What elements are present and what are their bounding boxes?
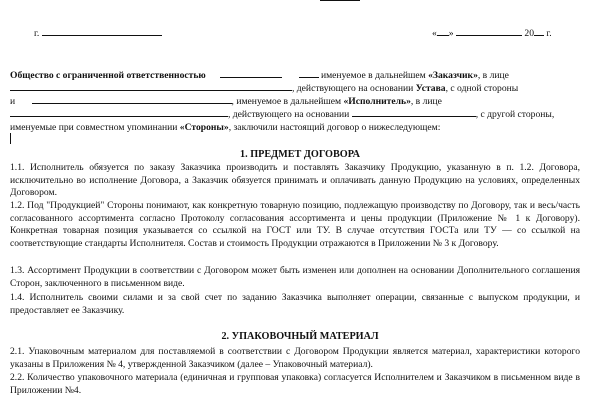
acting-on-basis-2: , действующего на основании <box>228 109 350 120</box>
joint-prefix: именуемые при совместном упоминании <box>10 122 178 133</box>
org-name: Общество с ограниченной ответственностью <box>10 70 206 81</box>
customer-label: «Заказчик» <box>428 70 478 81</box>
clause-1-4: 1.4. Исполнитель своими силами и за свой счет по заданию Заказчика выполняет операции, связанные с выпуском продукции, и предоставляет ее Заказчику. <box>10 292 580 316</box>
parties-line-3 <box>10 96 580 109</box>
other-side: , с другой стороны, <box>475 109 555 120</box>
parties-line-5 <box>10 122 580 135</box>
text-cursor <box>10 133 11 144</box>
joint-suffix: , заключили настоящий договор о нижеследующем: <box>228 122 441 133</box>
org-name-blank <box>220 77 282 78</box>
date-suffix: г. <box>546 28 552 39</box>
top-fragment-line <box>320 0 360 1</box>
city-row <box>34 28 162 41</box>
executor-label: «Исполнитель» <box>343 96 411 107</box>
rep-blank-2 <box>10 116 228 117</box>
date-open: « <box>432 28 437 39</box>
city-prefix: г. <box>34 28 40 39</box>
named-hereafter-1: именуемое в дальнейшем <box>320 70 426 81</box>
rep-blank-1 <box>10 90 292 91</box>
in-person-2: , в лице <box>410 96 442 107</box>
date-row <box>432 28 552 41</box>
clause-2-2: 2.2. Количество упаковочного материала (единичная и групповая упаковка) согласуется Исполнителем и Заказчиком в письменном виде в Приложении №4. <box>10 372 580 396</box>
date-year: 20 <box>524 28 534 39</box>
section-1-title: 1. ПРЕДМЕТ ДОГОВОРА <box>240 149 360 160</box>
clause-2-1: 2.1. Упаковочным материалом для поставляемой в соответствии с Договором Продукции является материал, характеристики которого указаны в Приложения № 4, утвержденной Заказчиком (далее – Упаковочный материал). <box>10 346 580 370</box>
parties-line-4 <box>10 109 580 122</box>
executor-blank <box>32 103 232 104</box>
org-blank-2 <box>299 77 319 78</box>
named-hereafter-2: , именуемое в дальнейшем <box>231 96 342 107</box>
parties-line-2 <box>10 83 580 96</box>
one-side: , с одной стороны <box>445 83 519 94</box>
city-blank <box>42 35 162 36</box>
basis-blank <box>352 116 476 117</box>
charter: Устава <box>415 83 446 94</box>
date-month-blank <box>456 35 522 36</box>
clause-1-2: 1.2. Под "Продукцией" Стороны понимают, как конкретную товарную позицию, подлежащую производству по Договору, так и весь/часть согласованного ассортимента согласно Протоколу согласования ассортимента и цены продукции (Приложение № 1 к Договору). Конкретная товарная позиция указывается со ссылкой на ГОСТ или ТУ. В случае отсутствия ГОСТа или ТУ — со ссылкой на соответствующие стандарты Исполнителя. Состав и стоимость Продукции отражаются в Приложении № 3 к Договору. <box>10 200 580 249</box>
acting-on-basis-1: , действующего на основании <box>292 83 414 94</box>
and-word: и <box>10 96 16 107</box>
date-day-blank <box>437 35 449 36</box>
in-person-1: , в лице <box>477 70 509 81</box>
date-year-blank <box>534 35 544 36</box>
date-mid: » <box>448 28 454 39</box>
clause-1-3: 1.3. Ассортимент Продукции в соответствии с Договором может быть изменен или дополнен на основании Дополнительного соглашения Сторон, заключенного в письменном виде. <box>10 265 580 289</box>
section-2-title: 2. УПАКОВОЧНЫЙ МАТЕРИАЛ <box>221 331 379 342</box>
parties-label: «Стороны» <box>179 122 229 133</box>
clause-1-1: 1.1. Исполнитель обязуется по заказу Заказчика производить и поставлять Заказчику Продукцию, указанную в п. 1.2. Договора, исключительно во исполнение Договора, а Заказчик обязуется принимать и оплачивать данную Продукцию на условиях, определенных Договором. <box>10 162 580 199</box>
parties-line-1 <box>10 70 580 83</box>
